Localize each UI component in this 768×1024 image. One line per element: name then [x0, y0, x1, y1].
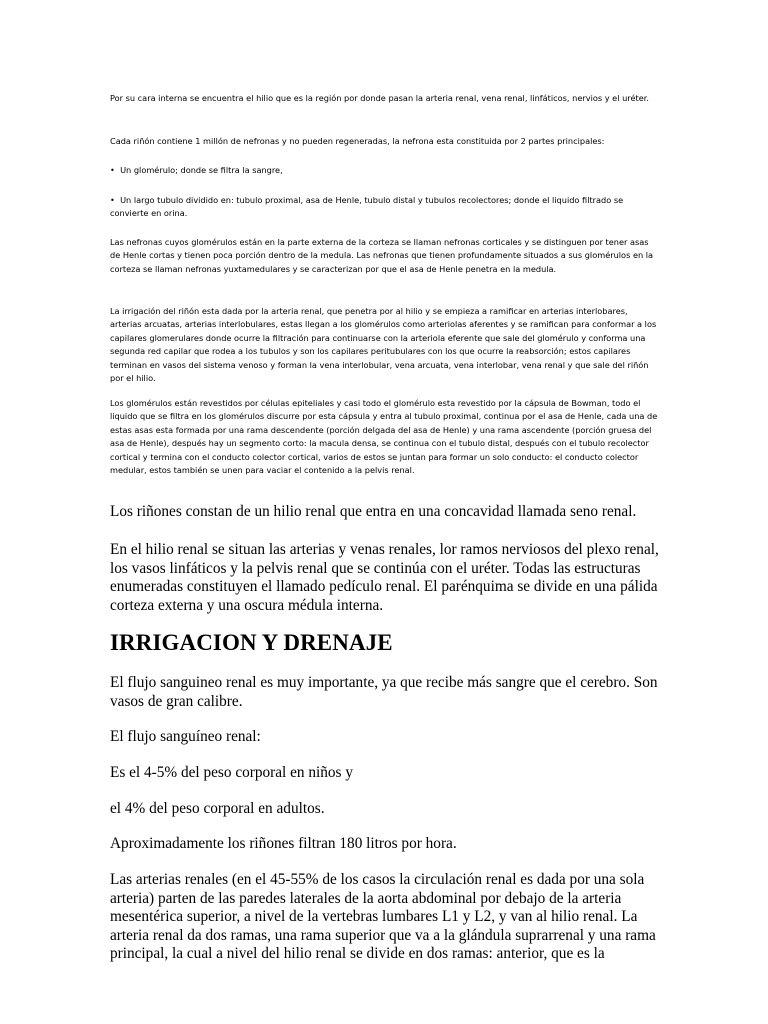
- body-text-filtran: Aproximadamente los riñones filtran 180 litros por hora.: [110, 835, 457, 852]
- section-heading: IRRIGACION Y DRENAJE: [110, 630, 393, 655]
- intro-text-nefronas: Cada riñón contiene 1 millón de nefronas y no pueden regeneradas, la nefrona esta constituida por 2 partes principales:: [110, 136, 605, 146]
- intro-text-irrigacion: La irrigación del riñón esta dada por la arteria renal, que penetra por al hilio y se empieza a ramificar en arterias interlobares, arterias arcuatas, arterias interlobulares, estas llegan a los glomérulos como arteriolas aferentes y se ramifican para conformar a los capilares glomerulares donde ocurre la filtración para continuarse con la arteriola eferente que sale del glomérulo y conforma una segunda red capilar que rodea a los tubulos y son los capilares peritubulares con los que ocurre la reabsorción; estos capilares terminan en vasos del sistema venoso y forman la vena interlobular, vena arcuata, vena interlobar, vena renal y que sale del riñón por el hilio.: [110, 306, 657, 384]
- body-paragraph-flujo: [110, 674, 660, 711]
- body-paragraph-flujo-renal: [110, 728, 660, 747]
- body-text-adultos: el 4% del peso corporal en adultos.: [110, 800, 325, 817]
- intro-paragraph-irrigacion: [110, 305, 660, 385]
- body-text-arterias: Las arterias renales (en el 45-55% de los casos la circulación renal es dada por una sola arteria) parten de las paredes laterales de la aorta abdominal por debajo de la arteria mesentérica superior, a nivel de la vertebras lumbares L1 y L2, y van al hilio renal. La arteria renal da dos ramas, una rama superior que va a la glándula suprarrenal y una rama principal, la cual a nivel del hilio renal se divide en dos ramas: anterior, que es la: [110, 871, 656, 963]
- intro-text-glomerulos: Los glomérulos están revestidos por células epiteliales y casi todo el glomérulo esta revestido por la cápsula de Bowman, todo el liquido que se filtra en los glomérulos discurre por esta cápsula y entra al tubulo proximal, continua por el asa de Henle, cada una de estas asas esta formada por una rama descendente (porción delgada del asa de Henle) y una rama ascendente (porción gruesa del asa de Henle), después hay un segmento corto: la macula densa, se continua con el tubulo distal, después con el tubulo recolector cortical y termina con el conducto colector cortical, varios de estos se juntan para formar un solo conducto: el conducto colector medular, estos también se unen para vaciar el contenido a la pelvis renal.: [110, 398, 658, 476]
- body-text-pediculo: En el hilio renal se situan las arterias y venas renales, lor ramos nerviosos del plexo renal, los vasos linfáticos y la pelvis renal que se continúa con el uréter. Todas las estructuras enumeradas constituyen el llamado pedículo renal. El parénquima se divide en una pálida corteza externa y una oscura médula interna.: [110, 541, 659, 614]
- bullet-text-glomerulo: Un glomérulo; donde se filtra la sangre,: [120, 165, 283, 175]
- intro-paragraph-corticales: [110, 236, 660, 276]
- bullet-item-glomerulo: [110, 164, 660, 177]
- body-paragraph-arterias: [110, 871, 660, 964]
- body-text-flujo-renal: El flujo sanguíneo renal:: [110, 728, 261, 745]
- intro-paragraph-glomerulos: [110, 397, 660, 477]
- section-heading-block: [110, 629, 660, 657]
- body-paragraph-hilio-renal: [110, 503, 660, 522]
- intro-text-hilio: Por su cara interna se encuentra el hilio que es la región por donde pasan la arteria renal, vena renal, linfáticos, nervios y el uréter.: [110, 93, 649, 103]
- body-paragraph-adultos: [110, 800, 660, 819]
- intro-paragraph-nefronas: [110, 135, 660, 148]
- body-text-hilio-renal: Los riñones constan de un hilio renal que entra en una concavidad llamada seno renal.: [110, 503, 637, 520]
- bullet-marker: •: [110, 165, 115, 175]
- body-paragraph-ninos: [110, 764, 660, 783]
- bullet-text-tubulo: Un largo tubulo dividido en: tubulo proximal, asa de Henle, tubulo distal y tubulos recolectores; donde el liquido filtrado se convierte en orina.: [110, 195, 624, 219]
- bullet-marker: •: [110, 195, 115, 205]
- intro-text-corticales: Las nefronas cuyos glomérulos están en la parte externa de la corteza se llaman nefronas corticales y se distinguen por tener asas de Henle cortas y tienen poca porción dentro de la medula. Las nefronas que tienen profundamente situados a sus glomérulos en la corteza se llaman nefronas yuxtamedulares y se caracterizan por que el asa de Henle penetra en la medula.: [110, 237, 654, 274]
- body-text-flujo: El flujo sanguineo renal es muy importante, ya que recibe más sangre que el cerebro. Son vasos de gran calibre.: [110, 674, 658, 710]
- intro-paragraph-hilio: [110, 92, 660, 105]
- body-paragraph-filtran: [110, 835, 660, 854]
- body-text-ninos: Es el 4-5% del peso corporal en niños y: [110, 764, 353, 781]
- body-paragraph-pediculo: [110, 541, 660, 615]
- bullet-item-tubulo: [110, 194, 660, 221]
